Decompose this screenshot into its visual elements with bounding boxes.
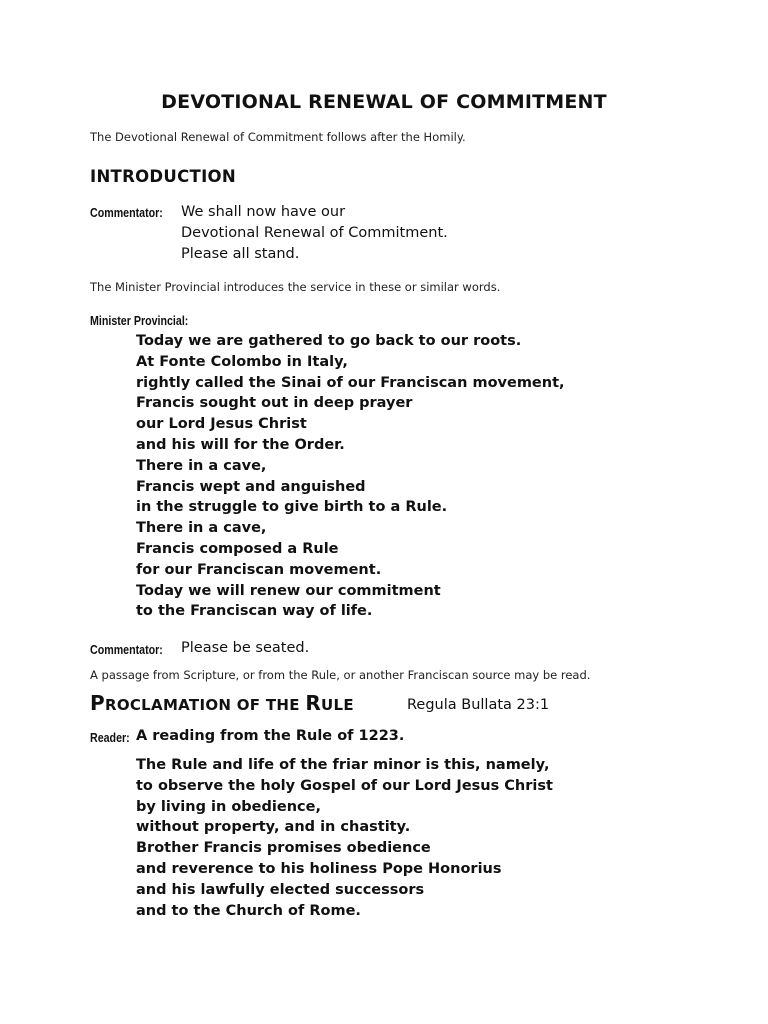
proclamation-heading-end: ULE xyxy=(321,696,354,714)
minister-line: There in a cave, xyxy=(136,520,267,537)
proclamation-heading-middle: ROCLAMATION OF THE xyxy=(104,696,306,714)
reader-role-label: Reader: xyxy=(90,730,130,745)
minister-line: Francis composed a Rule xyxy=(136,540,339,557)
commentator-seated-text: Please be seated. xyxy=(181,640,310,656)
commentator-text-block xyxy=(181,202,448,265)
minister-line: Today we are gathered to go back to our roots. xyxy=(136,333,522,349)
scripture-rubric: A passage from Scripture, or from the Rule, or another Franciscan source may be read. xyxy=(90,668,591,682)
minister-line: to the Franciscan way of life. xyxy=(136,603,373,620)
reader-line: without property, and in chastity. xyxy=(136,819,411,836)
minister-line: There in a cave, xyxy=(136,457,267,474)
minister-role-label: Minister Provincial: xyxy=(90,313,189,328)
reader-line: The Rule and life of the friar minor is this, namely, xyxy=(136,757,550,773)
proclamation-heading xyxy=(90,691,354,715)
proclamation-heading-initial-p: P xyxy=(90,691,105,715)
minister-line: our Lord Jesus Christ xyxy=(136,416,307,433)
reader-line: and reverence to his holiness Pope Honorius xyxy=(136,860,502,877)
rule-reference: Regula Bullata 23:1 xyxy=(407,697,550,713)
minister-line: for our Franciscan movement. xyxy=(136,561,382,578)
minister-line: Francis wept and anguished xyxy=(136,478,366,495)
minister-text-block xyxy=(136,331,565,622)
intro-rubric: The Devotional Renewal of Commitment follows after the Homily. xyxy=(90,130,466,144)
minister-line: and his will for the Order. xyxy=(136,436,345,453)
commentator-line: Please all stand. xyxy=(181,246,300,262)
minister-line: rightly called the Sinai of our Franciscan movement, xyxy=(136,374,565,391)
minister-line: in the struggle to give birth to a Rule. xyxy=(136,499,448,516)
minister-rubric: The Minister Provincial introduces the service in these or similar words. xyxy=(90,280,501,294)
minister-line: At Fonte Colombo in Italy, xyxy=(136,353,348,370)
reader-line: to observe the holy Gospel of our Lord Jesus Christ xyxy=(136,777,553,794)
commentator-line: We shall now have our xyxy=(181,204,346,220)
page-title: DEVOTIONAL RENEWAL OF COMMITMENT xyxy=(161,91,607,113)
reader-line: by living in obedience, xyxy=(136,798,321,815)
reader-line: and to the Church of Rome. xyxy=(136,902,361,919)
reader-line: and his lawfully elected successors xyxy=(136,881,425,898)
commentator-role-label: Commentator: xyxy=(90,205,163,220)
reader-line: Brother Francis promises obedience xyxy=(136,840,431,857)
introduction-heading: INTRODUCTION xyxy=(90,167,236,186)
proclamation-heading-initial-r: R xyxy=(305,691,322,715)
reader-text-block xyxy=(136,755,553,921)
reader-intro: A reading from the Rule of 1223. xyxy=(136,728,405,744)
commentator-role-label: Commentator: xyxy=(90,642,163,657)
minister-line: Francis sought out in deep prayer xyxy=(136,395,413,412)
minister-line: Today we will renew our commitment xyxy=(136,582,441,599)
commentator-line: Devotional Renewal of Commitment. xyxy=(181,225,448,241)
